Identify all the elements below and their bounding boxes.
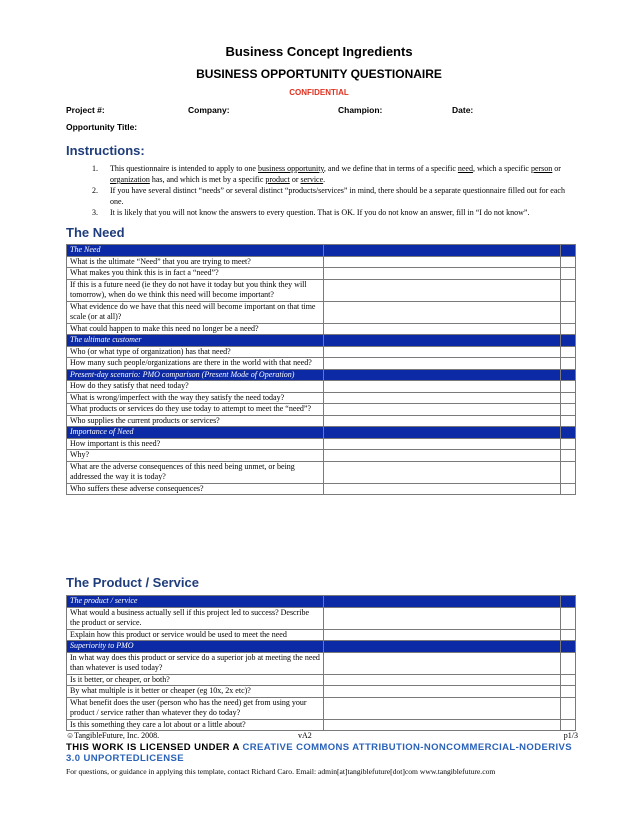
answer-cell[interactable] (324, 392, 561, 404)
table-row (67, 450, 576, 462)
table-row (67, 652, 576, 674)
project-number-label: Project #: (66, 105, 105, 115)
subheader-fill (561, 427, 576, 439)
notes-cell[interactable] (561, 358, 576, 370)
answer-cell[interactable] (324, 381, 561, 393)
subheader-fill (324, 596, 561, 608)
subheader-fill (561, 245, 576, 257)
table-row (67, 607, 576, 629)
document-subtitle: BUSINESS OPPORTUNITY QUESTIONAIRE (196, 67, 442, 81)
subheader-label: The product / service (67, 596, 324, 608)
table-row (67, 719, 576, 731)
notes-cell[interactable] (561, 404, 576, 416)
question-text: Who supplies the current products or services? (67, 415, 324, 427)
product-section-heading: The Product / Service (66, 575, 199, 590)
question-text: Who (or what type of organization) has that need? (67, 346, 324, 358)
question-text: What could happen to make this need no longer be a need? (67, 323, 324, 335)
notes-cell[interactable] (561, 652, 576, 674)
answer-cell[interactable] (324, 697, 561, 719)
table-row (67, 461, 576, 483)
question-text: What are the adverse consequences of this need being unmet, or being addressed the way it is today? (67, 461, 324, 483)
table-row (67, 629, 576, 641)
champion-label: Champion: (338, 105, 383, 115)
question-text: If this is a future need (ie they do not have it today but you think they will tomorrow), when do we think this need will become important? (67, 279, 324, 301)
page-number: p1/3 (563, 731, 578, 740)
license-notice (66, 742, 578, 764)
answer-cell[interactable] (324, 256, 561, 268)
version-label: vA2 (298, 731, 312, 740)
notes-cell[interactable] (561, 346, 576, 358)
table-subheader-row (67, 596, 576, 608)
question-text: What is wrong/imperfect with the way they satisfy the need today? (67, 392, 324, 404)
document-title: Business Concept Ingredients (225, 44, 413, 59)
answer-cell[interactable] (324, 301, 561, 323)
notes-cell[interactable] (561, 450, 576, 462)
license-prefix: THIS WORK IS LICENSED UNDER A (66, 742, 243, 753)
table-row (67, 346, 576, 358)
answer-cell[interactable] (324, 358, 561, 370)
table-row (67, 268, 576, 280)
question-text: What evidence do we have that this need will become important on that time scale (or at all)? (67, 301, 324, 323)
question-text: What benefit does the user (person who has the need) get from using your product / service rather than whatever they do today? (67, 697, 324, 719)
subheader-fill (324, 245, 561, 257)
question-text: How many such people/organizations are there in the world with that need? (67, 358, 324, 370)
answer-cell[interactable] (324, 415, 561, 427)
subheader-label: The Need (67, 245, 324, 257)
notes-cell[interactable] (561, 415, 576, 427)
table-row (67, 674, 576, 686)
copyright: ☺TangibleFuture, Inc. 2008. (66, 731, 160, 740)
answer-cell[interactable] (324, 323, 561, 335)
license-link[interactable]: CREATIVE COMMONS ATTRIBUTION-NONCOMMERCIAL-NODERIVS 3.0 UNPORTEDLICENSE (66, 742, 572, 764)
answer-cell[interactable] (324, 438, 561, 450)
question-text: How important is this need? (67, 438, 324, 450)
question-text: Who suffers these adverse consequences? (67, 483, 324, 495)
answer-cell[interactable] (324, 629, 561, 641)
question-text: Why? (67, 450, 324, 462)
answer-cell[interactable] (324, 279, 561, 301)
question-text: By what multiple is it better or cheaper (eg 10x, 2x etc)? (67, 686, 324, 698)
notes-cell[interactable] (561, 392, 576, 404)
table-row (67, 256, 576, 268)
question-text: Is this something they care a lot about or a little about? (67, 719, 324, 731)
footer-meta (66, 731, 578, 740)
question-text: Explain how this product or service would be used to meet the need (67, 629, 324, 641)
subheader-fill (324, 369, 561, 381)
instruction-item: 1. This questionnaire is intended to apply to one business opportunity, and we define that in terms of a specific need, which a specific person or organization has, and which is met by a specific product or service. (92, 164, 561, 184)
notes-cell[interactable] (561, 629, 576, 641)
table-row (67, 279, 576, 301)
question-text: What would a business actually sell if this project led to success? Describe the product or service. (67, 607, 324, 629)
question-text: In what way does this product or service do a superior job at meeting the need than whatever is used today? (67, 652, 324, 674)
table-row (67, 697, 576, 719)
company-label: Company: (188, 105, 230, 115)
notes-cell[interactable] (561, 438, 576, 450)
subheader-label: Superiority to PMO (67, 641, 324, 653)
question-text: Is it better, or cheaper, or both? (67, 674, 324, 686)
notes-cell[interactable] (561, 279, 576, 301)
subheader-fill (324, 641, 561, 653)
product-questions-table (66, 595, 576, 731)
table-row (67, 483, 576, 495)
table-subheader-row (67, 245, 576, 257)
notes-cell[interactable] (561, 697, 576, 719)
subheader-fill (561, 596, 576, 608)
instruction-number: 1. (92, 164, 98, 173)
table-subheader-row (67, 369, 576, 381)
table-subheader-row (67, 641, 576, 653)
question-text: What is the ultimate “Need” that you are trying to meet? (67, 256, 324, 268)
notes-cell[interactable] (561, 483, 576, 495)
table-row (67, 404, 576, 416)
notes-cell[interactable] (561, 461, 576, 483)
instruction-number: 3. (92, 208, 98, 217)
answer-cell[interactable] (324, 607, 561, 629)
subheader-label: Present-day scenario: PMO comparison (Present Mode of Operation) (67, 369, 324, 381)
answer-cell[interactable] (324, 686, 561, 698)
table-subheader-row (67, 427, 576, 439)
notes-cell[interactable] (561, 719, 576, 731)
answer-cell[interactable] (324, 450, 561, 462)
table-row (67, 438, 576, 450)
subheader-fill (324, 335, 561, 347)
subheader-label: The ultimate customer (67, 335, 324, 347)
answer-cell[interactable] (324, 719, 561, 731)
question-text: What products or services do they use today to attempt to meet the “need”? (67, 404, 324, 416)
question-text: What makes you think this is in fact a “need”? (67, 268, 324, 280)
table-row (67, 301, 576, 323)
answer-cell[interactable] (324, 674, 561, 686)
table-row (67, 323, 576, 335)
table-row (67, 358, 576, 370)
answer-cell[interactable] (324, 404, 561, 416)
table-row (67, 381, 576, 393)
table-row (67, 415, 576, 427)
subheader-fill (561, 335, 576, 347)
table-row (67, 392, 576, 404)
instruction-number: 2. (92, 186, 98, 195)
answer-cell[interactable] (324, 483, 561, 495)
answer-cell[interactable] (324, 346, 561, 358)
notes-cell[interactable] (561, 323, 576, 335)
notes-cell[interactable] (561, 256, 576, 268)
need-section-heading: The Need (66, 225, 125, 240)
instructions-heading: Instructions: (66, 143, 145, 158)
subheader-label: Importance of Need (67, 427, 324, 439)
notes-cell[interactable] (561, 381, 576, 393)
subheader-fill (324, 427, 561, 439)
table-row (67, 686, 576, 698)
instruction-item: 2. If you have several distinct “needs” or several distinct “products/services” in mind, there should be a separate questionnaire filled out for each one. (92, 186, 565, 206)
notes-cell[interactable] (561, 674, 576, 686)
need-questions-table (66, 244, 576, 495)
notes-cell[interactable] (561, 301, 576, 323)
opportunity-title-label: Opportunity Title: (66, 122, 138, 132)
instructions-list (66, 163, 576, 218)
answer-cell[interactable] (324, 268, 561, 280)
answer-cell[interactable] (324, 461, 561, 483)
date-label: Date: (452, 105, 474, 115)
subheader-fill (561, 369, 576, 381)
confidential-label: CONFIDENTIAL (289, 88, 349, 97)
notes-cell[interactable] (561, 607, 576, 629)
notes-cell[interactable] (561, 686, 576, 698)
notes-cell[interactable] (561, 268, 576, 280)
subheader-fill (561, 641, 576, 653)
table-subheader-row (67, 335, 576, 347)
contact-line: For questions, or guidance in applying this template, contact Richard Caro. Email: admin[at]tangiblefuture[dot]com www.tangiblefuture.com (66, 767, 496, 776)
question-text: How do they satisfy that need today? (67, 381, 324, 393)
answer-cell[interactable] (324, 652, 561, 674)
instruction-item: 3. It is likely that you will not know the answers to every question. That is OK. If you do not know an answer, fill in “I do not know”. (92, 208, 530, 217)
